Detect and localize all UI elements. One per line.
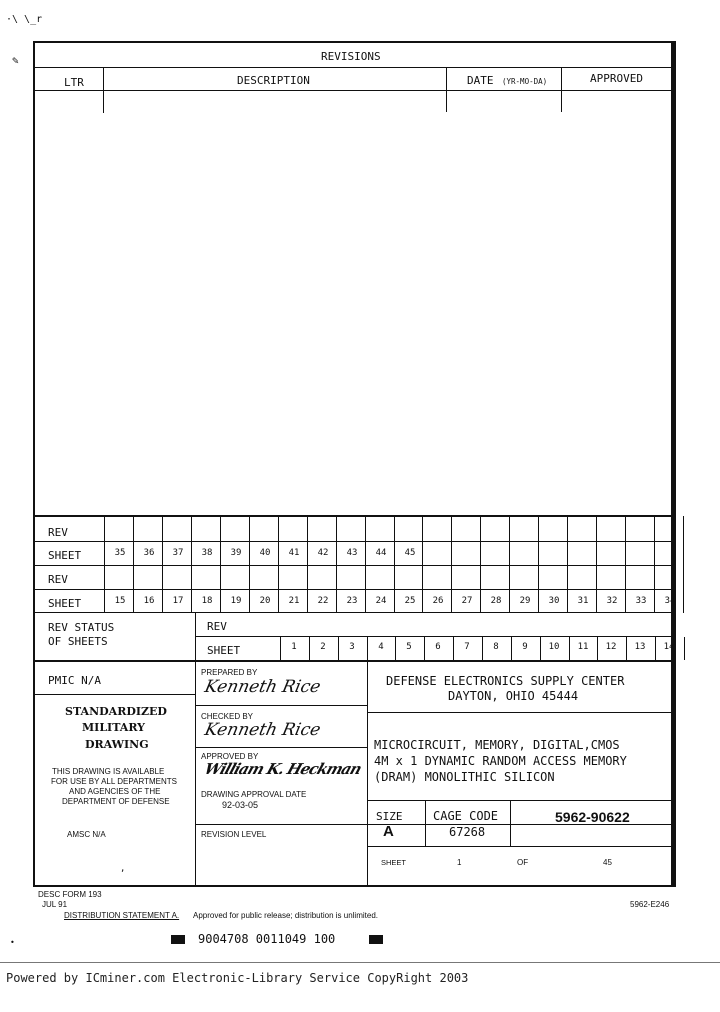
of-number: 45 — [603, 858, 612, 867]
prepared-signature: Kenneth Rice — [202, 677, 323, 697]
checked-by-label: CHECKED BY — [201, 712, 254, 721]
form-number: DESC FORM 193 — [38, 890, 102, 899]
upper-sheet-num-5: 40 — [259, 548, 271, 558]
date-header: DATE — [467, 74, 494, 87]
avail-line-4: DEPARTMENT OF DEFENSE — [62, 797, 170, 806]
rev-label-2: REV — [48, 573, 68, 586]
checked-signature: Kenneth Rice — [202, 720, 323, 740]
upper-sheet-num-2: 37 — [172, 548, 184, 558]
code-right: 5962-E246 — [630, 900, 670, 909]
avail-line-2: FOR USE BY ALL DEPARTMENTS — [51, 777, 177, 786]
cage-code-value: 67268 — [449, 825, 486, 839]
cage-code-label: CAGE CODE — [433, 809, 499, 823]
lower-sheet-num-8: 23 — [346, 596, 358, 606]
powered-by: Powered by ICminer.com Electronic-Library Service CopyRight 2003 — [6, 971, 469, 985]
lower-sheet-num-1: 16 — [143, 596, 155, 606]
lower-sheet-num-10: 25 — [404, 596, 416, 606]
lower-sheet-num-3: 18 — [201, 596, 213, 606]
bottom-sheet-num-12: 13 — [634, 642, 646, 652]
bottom-sheet-num-10: 11 — [577, 642, 589, 652]
lower-sheet-num-12: 27 — [461, 596, 473, 606]
std-line-2: MILITARY — [82, 721, 145, 734]
lower-sheet-num-16: 31 — [577, 596, 589, 606]
lower-sheet-num-4: 19 — [230, 596, 242, 606]
std-line-3: DRAWING — [85, 738, 149, 751]
sheet-number: 1 — [457, 858, 462, 867]
corner-marks: ·\ \_r — [6, 14, 43, 25]
lower-sheet-num-0: 15 — [114, 596, 126, 606]
barcode-block-right — [369, 935, 383, 944]
amsc: AMSC N/A — [67, 830, 106, 839]
title-line-3: (DRAM) MONOLITHIC SILICON — [374, 770, 555, 784]
bottom-sheet-num-1: 2 — [320, 642, 326, 652]
distribution-label: DISTRIBUTION STATEMENT A. — [64, 911, 180, 920]
bottom-sheet-num-3: 4 — [378, 642, 384, 652]
rev-label-1: REV — [48, 526, 68, 539]
lower-sheet-num-18: 33 — [635, 596, 647, 606]
bottom-sheet-num-9: 10 — [548, 642, 560, 652]
size-label: SIZE — [376, 810, 403, 823]
lower-sheet-num-19: 34 — [664, 596, 676, 606]
title-line-1: MICROCIRCUIT, MEMORY, DIGITAL,CMOS — [374, 738, 620, 752]
revisions-title: REVISIONS — [321, 50, 381, 63]
date-format: (YR-MO-DA) — [502, 77, 548, 86]
barcode-text: 9004708 0011049 100 — [198, 932, 336, 946]
bottom-sheet-num-4: 5 — [406, 642, 412, 652]
ltr-header: LTR — [64, 76, 84, 89]
lower-sheet-num-9: 24 — [375, 596, 387, 606]
size-value: A — [383, 823, 394, 840]
revision-level-label: REVISION LEVEL — [201, 830, 267, 839]
std-line-1: STANDARDIZED — [65, 705, 167, 718]
upper-sheet-num-8: 43 — [346, 548, 358, 558]
agency-line-2: DAYTON, OHIO 45444 — [448, 689, 579, 703]
description-header: DESCRIPTION — [237, 74, 310, 87]
agency-line-1: DEFENSE ELECTRONICS SUPPLY CENTER — [386, 674, 625, 688]
approved-header: APPROVED — [590, 72, 643, 85]
upper-sheet-num-10: 45 — [404, 548, 416, 558]
upper-sheet-num-6: 41 — [288, 548, 300, 558]
lower-sheet-num-14: 29 — [519, 596, 531, 606]
margin-mark: ✎ — [12, 54, 19, 67]
of-label: OF — [517, 858, 529, 867]
pmic: PMIC N/A — [48, 674, 101, 687]
upper-sheet-num-9: 44 — [375, 548, 387, 558]
upper-sheet-num-3: 38 — [201, 548, 213, 558]
lower-sheet-num-11: 26 — [432, 596, 444, 606]
bottom-sheet-num-8: 9 — [522, 642, 528, 652]
bottom-sheet-num-5: 6 — [435, 642, 441, 652]
lower-sheet-num-6: 21 — [288, 596, 300, 606]
upper-sheet-num-4: 39 — [230, 548, 242, 558]
dot-mark: • — [10, 938, 15, 947]
upper-sheet-num-0: 35 — [114, 548, 126, 558]
avail-line-3: AND AGENCIES OF THE — [69, 787, 161, 796]
lower-sheet-num-13: 28 — [490, 596, 502, 606]
prepared-by-label: PREPARED BY — [201, 668, 258, 677]
sheet-label-1: SHEET — [48, 549, 82, 562]
sheet-label: SHEET — [381, 858, 407, 867]
lower-sheet-num-2: 17 — [172, 596, 184, 606]
barcode-block-left — [171, 935, 185, 944]
lower-sheet-num-15: 30 — [548, 596, 560, 606]
lower-sheet-num-5: 20 — [259, 596, 271, 606]
approved-signature: William K. Heckman — [202, 760, 364, 778]
approved-by-label: APPROVED BY — [201, 752, 259, 761]
approval-date: 92-03-05 — [222, 800, 259, 810]
stray-mark: , — [120, 864, 126, 874]
bottom-sheet-num-13: 14 — [663, 642, 675, 652]
bottom-sheet-num-2: 3 — [349, 642, 355, 652]
form-date: JUL 91 — [42, 900, 68, 909]
distribution-text: Approved for public release; distribution is unlimited. — [193, 911, 378, 920]
avail-line-1: THIS DRAWING IS AVAILABLE — [52, 767, 165, 776]
of-sheets-label: OF SHEETS — [48, 635, 108, 648]
bottom-sheet-num-7: 8 — [493, 642, 499, 652]
sheet-label-2: SHEET — [48, 597, 82, 610]
sheet-label-3: SHEET — [207, 644, 241, 657]
rev-label-3: REV — [207, 620, 227, 633]
upper-sheet-num-1: 36 — [143, 548, 155, 558]
drawing-number: 5962-90622 — [555, 809, 630, 825]
approval-date-label: DRAWING APPROVAL DATE — [201, 790, 307, 799]
title-line-2: 4M x 1 DYNAMIC RANDOM ACCESS MEMORY — [374, 754, 627, 768]
rev-status-label: REV STATUS — [48, 621, 115, 634]
bottom-sheet-num-0: 1 — [291, 642, 297, 652]
upper-sheet-num-7: 42 — [317, 548, 329, 558]
bottom-sheet-num-11: 12 — [605, 642, 617, 652]
lower-sheet-num-7: 22 — [317, 596, 329, 606]
lower-sheet-num-17: 32 — [606, 596, 618, 606]
bottom-sheet-num-6: 7 — [464, 642, 470, 652]
